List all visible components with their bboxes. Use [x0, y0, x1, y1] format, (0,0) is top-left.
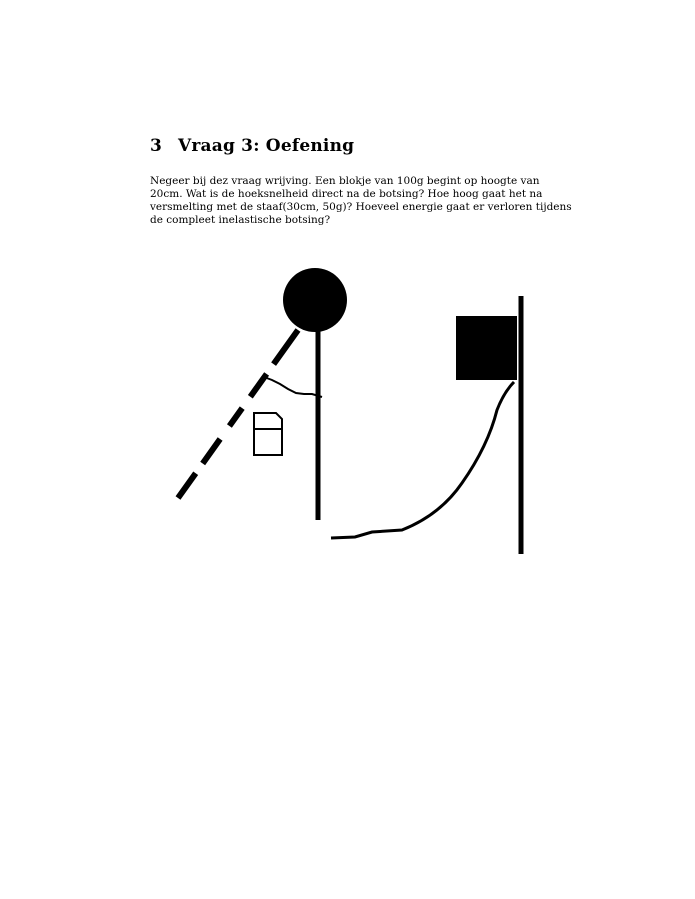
- question-line: de compleet inelastische botsing?: [150, 214, 331, 226]
- right-block: [456, 316, 517, 380]
- dashed-initial-rod: [178, 330, 298, 498]
- small-block: [254, 413, 282, 455]
- curved-track: [331, 382, 514, 538]
- section-title: Vraag 3: Oefening: [178, 136, 355, 156]
- question-line: versmelting met de staaf(30cm, 50g)? Hoeveel energie gaat er verloren tijdens: [150, 201, 572, 213]
- question-line: 20cm. Wat is de hoeksnelheid direct na de botsing? Hoe hoog gaat het na: [150, 188, 543, 200]
- pendulum-bob: [283, 268, 347, 332]
- section-number: 3: [150, 136, 163, 156]
- angle-arc: [264, 377, 322, 397]
- question-line: Negeer bij dez vraag wrijving. Een blokje van 100g begint op hoogte van: [150, 175, 540, 187]
